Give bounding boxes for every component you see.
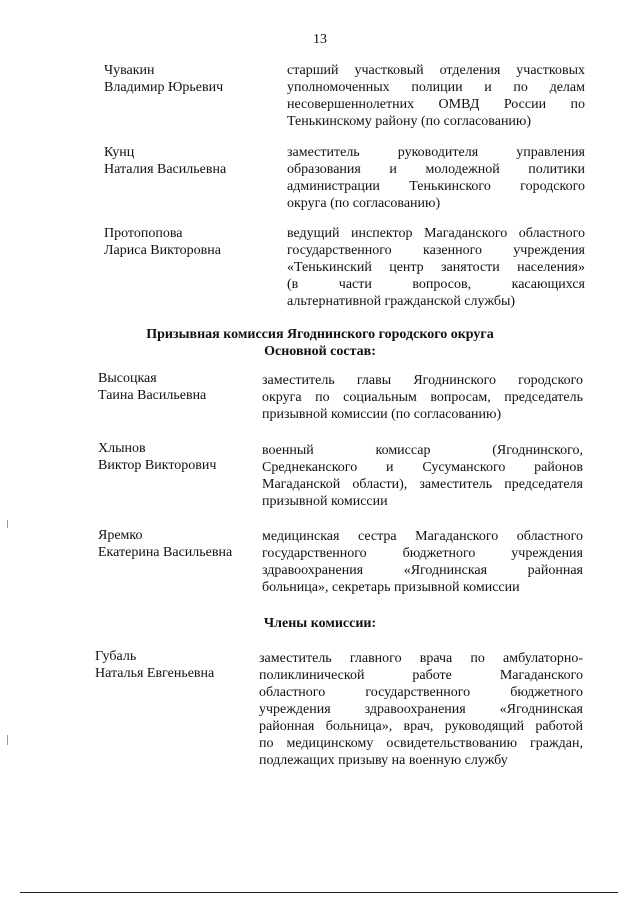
main-composition-title: Основной состав: — [264, 344, 376, 359]
position-line: заместитель главы Ягоднинского городского — [262, 373, 583, 388]
position-line: образования и молодежной политики — [287, 162, 585, 177]
position-line: призывной комиссии (по согласованию) — [262, 407, 502, 422]
position-line: здравоохранения «Ягоднинская районная — [262, 563, 583, 578]
position-line: несовершеннолетних ОМВД России по — [287, 97, 585, 112]
position-line: (в части вопросов, касающихся — [287, 277, 585, 292]
position-line: уполномоченных полиции и по делам — [287, 80, 585, 95]
page-number: 13 — [313, 32, 327, 47]
member-given-names: Таина Васильевна — [98, 388, 207, 403]
position-line: областного государственного бюджетного — [259, 685, 583, 700]
member-position — [287, 62, 585, 130]
member-given-names: Наталья Евгеньевна — [95, 666, 215, 681]
member-given-names: Владимир Юрьевич — [104, 80, 224, 95]
bottom-rule — [20, 892, 618, 893]
position-line: районная больница», врач, руководящий работой — [259, 719, 583, 734]
position-line: заместитель главного врача по амбулаторно- — [259, 651, 583, 666]
member-name — [104, 144, 226, 178]
member-position — [287, 144, 585, 212]
scan-margin-mark — [7, 735, 8, 745]
position-line: учреждения здравоохранения «Ягоднинская — [259, 702, 583, 717]
position-line: Магаданской области), заместитель председателя — [262, 477, 583, 492]
position-line: альтернативной гражданской службы) — [287, 294, 516, 309]
member-surname: Протопопова — [104, 226, 183, 241]
position-line: подлежащих призыву на военную службу — [259, 753, 508, 768]
position-line: по медицинскому освидетельствованию граждан, — [259, 736, 583, 751]
position-line: «Тенькинский центр занятости населения» — [287, 260, 585, 275]
member-surname: Кунц — [104, 145, 135, 160]
member-name — [95, 648, 214, 682]
member-name — [104, 62, 223, 96]
position-line: округа по социальным вопросам, председатель — [262, 390, 583, 405]
member-surname: Яремко — [98, 528, 143, 543]
position-line: ведущий инспектор Магаданского областного — [287, 226, 585, 241]
member-surname: Чувакин — [104, 63, 155, 78]
position-line: медицинская сестра Магаданского областного — [262, 529, 583, 544]
member-position — [262, 372, 583, 423]
member-name — [98, 527, 232, 561]
member-position — [259, 650, 583, 769]
position-line: округа (по согласованию) — [287, 196, 441, 211]
position-line: заместитель руководителя управления — [287, 145, 585, 160]
members-title: Члены комиссии: — [263, 616, 377, 631]
member-surname: Хлынов — [98, 441, 146, 456]
member-position — [262, 528, 583, 596]
position-line: призывной комиссии — [262, 494, 388, 509]
member-position — [287, 225, 585, 310]
member-name — [98, 370, 206, 404]
position-line: старший участковый отделения участковых — [287, 63, 585, 78]
position-line: поликлинической работе Магаданского — [259, 668, 583, 683]
position-line: военный комиссар (Ягоднинского, — [262, 443, 583, 458]
member-given-names: Виктор Викторович — [98, 458, 217, 473]
scan-margin-mark — [7, 520, 8, 528]
member-given-names: Наталия Васильевна — [104, 162, 227, 177]
position-line: государственного бюджетного учреждения — [262, 546, 583, 561]
section-heading — [0, 615, 640, 632]
position-line: больница», секретарь призывной комиссии — [262, 580, 520, 595]
position-line: государственного казенного учреждения — [287, 243, 585, 258]
member-name — [104, 225, 221, 259]
member-given-names: Лариса Викторовна — [104, 243, 221, 258]
section-heading — [0, 326, 640, 360]
member-surname: Губаль — [95, 649, 137, 664]
member-name — [98, 440, 216, 474]
member-position — [262, 442, 583, 510]
position-line: администрации Тенькинского городского — [287, 179, 585, 194]
position-line: Среднеканского и Сусуманского районов — [262, 460, 583, 475]
position-line: Тенькинскому району (по согласованию) — [287, 114, 532, 129]
member-given-names: Екатерина Васильевна — [98, 545, 233, 560]
commission-title: Призывная комиссия Ягоднинского городского округа — [146, 327, 494, 342]
member-surname: Высоцкая — [98, 371, 157, 386]
